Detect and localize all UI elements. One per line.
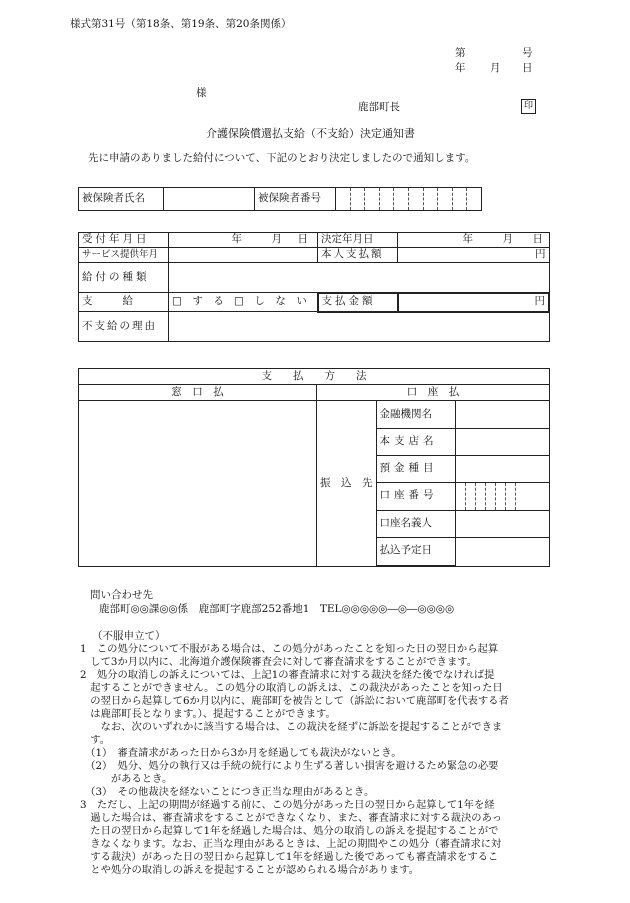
- option-no[interactable]: □ し な い: [233, 295, 307, 308]
- service-month-field[interactable]: [169, 248, 318, 263]
- payment-method-table: [78, 368, 550, 567]
- date-month: 月: [490, 62, 501, 74]
- seal-mark: 印: [521, 99, 536, 114]
- doc-no-suffix: 号: [522, 47, 533, 59]
- insured-name-label: 被保険者氏名: [79, 188, 164, 211]
- field-account-number[interactable]: [455, 482, 549, 510]
- benefit-type-field[interactable]: [169, 263, 550, 293]
- transfer-fields-table: [376, 401, 550, 566]
- appeal-line: す。: [80, 734, 111, 746]
- option-yes[interactable]: □ す る: [172, 295, 224, 308]
- form-number: 様式第31号（第18条、第19条、第20条関係）: [70, 18, 292, 30]
- field-account-holder[interactable]: [455, 510, 549, 537]
- receipt-date-label: 受付年月日: [79, 233, 169, 248]
- appeal-line: 2 処分の取消しの訴えについては、上記1の審査請求に対する裁決を経た後でなければ提: [80, 669, 495, 681]
- document-title: 介護保険償還払支給（不支給）決定通知書: [206, 127, 415, 140]
- doc-no-prefix: 第: [455, 47, 466, 59]
- receipt-day: 日: [297, 233, 308, 246]
- payment-label: 支 給: [79, 293, 169, 312]
- payment-method-header: 支 払 方 法: [79, 369, 550, 385]
- appeal-line: して3か月以内に、北海道介護保険審査会に対して審査請求をすることができます。: [80, 656, 478, 668]
- insured-number-field[interactable]: [336, 188, 482, 211]
- self-pay-yen: 円: [535, 248, 546, 261]
- transfer-details: [376, 401, 550, 567]
- insured-number-label: 被保険者番号: [255, 188, 336, 211]
- field-bank-name[interactable]: [455, 401, 549, 428]
- appeal-line: なお、次のいずれかに該当する場合は、この裁決を経ずに訴訟を提起することができま: [80, 721, 503, 733]
- field-branch-label: 本支店名: [376, 428, 455, 455]
- service-month-label: サービス提供年月: [79, 248, 169, 263]
- appeal-line: する裁決）があった日の翌日から起算して1年を経過した後であっても審査請求をするこ: [80, 851, 499, 863]
- issuer: 鹿部町長: [358, 101, 400, 113]
- refusal-reason-label: 不支給の理由: [79, 312, 169, 342]
- appeal-line: きなくなります。なお、正当な理由があるときは、上記の期間やこの処分（審査請求に対: [80, 838, 502, 850]
- appeal-line: （1） 審査請求があった日から3か月を経過しても裁決がないとき。: [80, 747, 402, 759]
- appeal-line: の翌日から起算して6か月以内に、鹿部町を被告として（訴訟において鹿部町を代表する者: [80, 695, 509, 707]
- receipt-year: 年: [231, 233, 242, 246]
- field-account-number-label: 口座番号: [376, 482, 455, 510]
- decision-year: 年: [462, 233, 473, 246]
- decision-month: 月: [502, 233, 513, 246]
- window-payment-area[interactable]: [79, 401, 317, 567]
- payment-amount-yen: 円: [534, 295, 545, 308]
- receipt-month: 月: [271, 233, 282, 246]
- account-payment-label: 口 座 払: [317, 385, 550, 401]
- decision-date-field[interactable]: [398, 233, 550, 248]
- window-payment-label: 窓 口 払: [79, 385, 317, 401]
- field-bank-name-label: 金融機関名: [376, 401, 455, 428]
- receipt-date-field[interactable]: [169, 233, 318, 248]
- decision-day: 日: [532, 233, 543, 246]
- field-scheduled-date[interactable]: [455, 537, 549, 565]
- field-branch[interactable]: [455, 428, 549, 455]
- field-scheduled-date-label: 払込予定日: [376, 537, 455, 565]
- inquiry-label: 問い合わせ先: [90, 589, 153, 601]
- date-day: 日: [522, 62, 533, 74]
- appeal-line: 過した場合は、審査請求をすることができなくなり、また、審査請求に対する裁決のあっ: [80, 812, 503, 824]
- benefit-type-label: 給付の種類: [79, 263, 169, 293]
- appeal-line: （3） その他裁決を経ないことにつき正当な理由があるとき。: [80, 786, 375, 798]
- date-year: 年: [455, 62, 466, 74]
- intro-text: 先に申請のありました給付について、下記のとおり決定しましたので通知します。: [88, 152, 476, 164]
- appeal-heading: （不服申立て）: [92, 630, 166, 642]
- insured-name-field[interactable]: [164, 188, 255, 211]
- addressee-suffix: 様: [196, 87, 207, 99]
- refusal-reason-field[interactable]: [169, 312, 550, 342]
- decision-date-label: 決定年月日: [318, 233, 398, 248]
- appeal-line: とや処分の取消しの訴えを提起することが認められる場合があります。: [80, 864, 419, 876]
- details-table: [78, 232, 550, 342]
- payment-options: [169, 293, 318, 312]
- self-pay-label: 本人支払額: [318, 248, 398, 263]
- field-deposit-type-label: 預金種目: [376, 455, 455, 482]
- self-pay-field[interactable]: [398, 248, 550, 263]
- appeal-line: 1 この処分について不服がある場合は、この処分があったことを知った日の翌日から起算: [80, 643, 499, 655]
- insured-table: [78, 187, 482, 211]
- appeal-line: た日の翌日から起算して1年を経過した場合は、処分の取消しの訴えを提起することがで: [80, 825, 499, 837]
- payment-amount-label: 支払金額: [318, 293, 398, 312]
- appeal-line: （2） 処分、処分の執行又は手続の続行により生ずる著しい損害を避けるため緊急の必要: [80, 760, 499, 772]
- field-account-holder-label: 口座名義人: [376, 510, 455, 537]
- transfer-label: 振 込 先: [317, 401, 376, 567]
- payment-amount-field[interactable]: [398, 293, 550, 312]
- field-deposit-type[interactable]: [455, 455, 549, 482]
- appeal-line: 3 ただし、上記の期間が経過する前に、この処分があった日の翌日から起算して1年を経: [80, 799, 495, 811]
- inquiry-contact: 鹿部町◎◎課◎◎係 鹿部町字鹿部252番地1 TEL◎◎◎◎◎―◎―◎◎◎◎: [99, 603, 455, 615]
- appeal-line: 起することができません。この処分の取消しの訴えは、この裁決があったことを知った日: [80, 682, 503, 694]
- appeal-line: があるとき。: [80, 773, 173, 785]
- appeal-text: [80, 643, 550, 877]
- appeal-line: は鹿部町長となります。）、提起することができます。: [80, 708, 336, 720]
